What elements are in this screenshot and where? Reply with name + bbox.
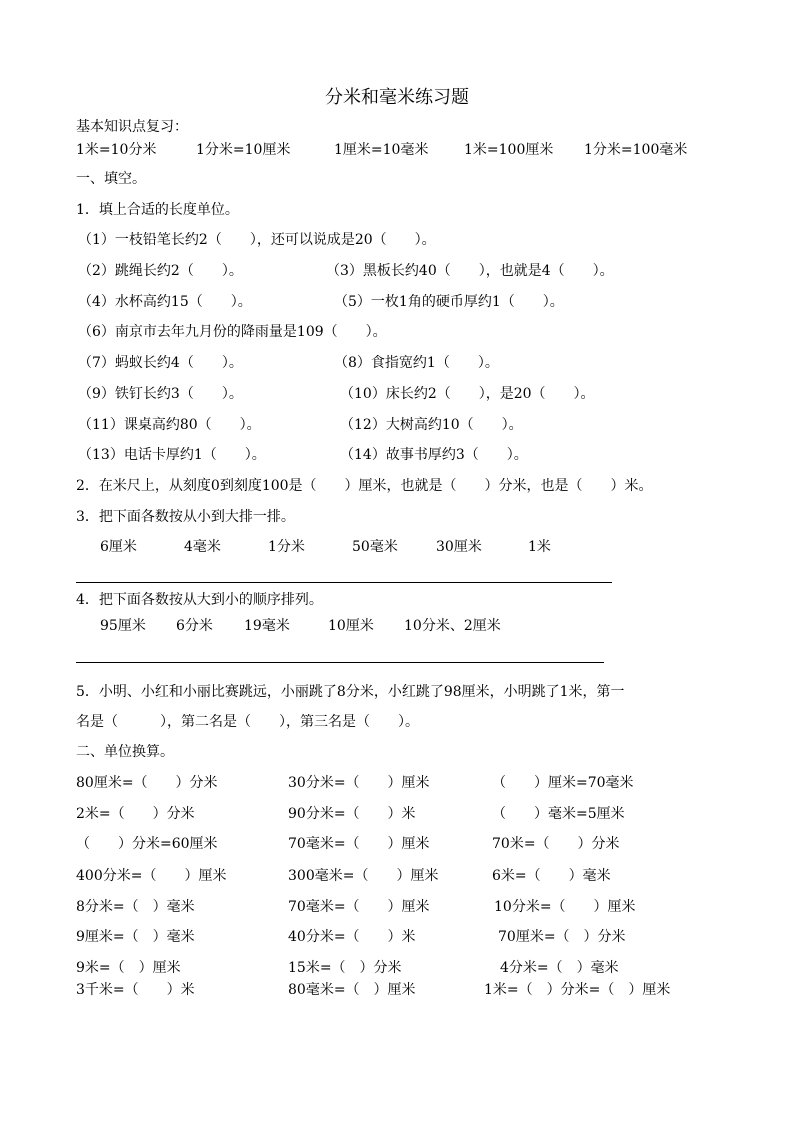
conversion-item: 8分米=（ ）毫米: [76, 899, 195, 915]
q1-item-10: （10）床长约2（ ），是20（ ）。: [340, 386, 595, 402]
q4-value: 19毫米: [244, 618, 290, 634]
review-heading: 基本知识点复习：: [76, 119, 188, 135]
q1-item-12: （12）大树高约10（ ）。: [340, 417, 523, 433]
conversion-item: 80厘米=（ ）分米: [76, 775, 218, 791]
conversion-item: 90分米=（ ）米: [288, 806, 416, 822]
conversion-item: 400分米=（ ）厘米: [76, 868, 227, 884]
q3-value: 30厘米: [436, 539, 482, 555]
q4-value: 10厘米: [328, 618, 374, 634]
fact-2: 1分米=10厘米: [196, 142, 291, 158]
q4-answer-line[interactable]: [76, 662, 604, 663]
q4-value: 6分米: [176, 618, 213, 634]
q1-item-7: （7）蚂蚁长约4（ ）。: [78, 355, 243, 371]
conversion-item: 10分米=（ ）厘米: [494, 899, 636, 915]
q1-item-5: （5）一枚1角的硬币厚约1（ ）。: [334, 294, 564, 310]
fact-4: 1米=100厘米: [464, 142, 554, 158]
conversion-item: 40分米=（ ）米: [288, 929, 416, 945]
q4-value: 10分米、2厘米: [404, 618, 501, 634]
worksheet-title: 分米和毫米练习题: [325, 87, 469, 108]
q4-prompt: 4．把下面各数按从大到小的顺序排列。: [76, 592, 323, 608]
section1-heading: 一、填空。: [76, 171, 146, 187]
conversion-item: 70米=（ ）分米: [492, 836, 620, 852]
conversion-item: （ ）分米=60厘米: [76, 836, 218, 852]
q3-answer-line[interactable]: [76, 582, 612, 583]
q1-item-3: （3）黑板长约40（ ），也就是4（ ）。: [326, 263, 614, 279]
q5-line-2: 名是（ ），第二名是（ ），第三名是（ ）。: [76, 714, 419, 730]
conversion-item: 70厘米=（ ）分米: [498, 929, 626, 945]
conversion-item: 15米=（ ）分米: [288, 960, 402, 976]
section2-heading: 二、单位换算。: [76, 744, 174, 760]
conversion-item: 2米=（ ）分米: [76, 806, 195, 822]
conversion-item: 70毫米=（ ）厘米: [288, 899, 430, 915]
conversion-item: （ ）厘米=70毫米: [492, 775, 634, 791]
conversion-item: 30分米=（ ）厘米: [288, 775, 430, 791]
conversion-item: 4分米=（ ）毫米: [500, 960, 619, 976]
conversion-item: 3千米=（ ）米: [76, 982, 195, 998]
q3-value: 1米: [528, 539, 551, 555]
q1-item-1: （1）一枝铅笔长约2（ ），还可以说成是20（ ）。: [78, 232, 436, 248]
q4-value: 95厘米: [100, 618, 146, 634]
q1-item-2: （2）跳绳长约2（ ）。: [78, 263, 243, 279]
conversion-item: 9米=（ ）厘米: [76, 960, 181, 976]
q1-item-14: （14）故事书厚约3（ ）。: [340, 447, 528, 463]
q1-item-9: （9）铁钉长约3（ ）。: [78, 386, 243, 402]
q1-prompt: 1．填上合适的长度单位。: [76, 202, 239, 218]
q1-item-4: （4）水杯高约15（ ）。: [78, 294, 252, 310]
fact-1: 1米=10分米: [76, 142, 157, 158]
q2-text: 2．在米尺上，从刻度0到刻度100是（ ）厘米，也就是（ ）分米，也是（ ）米。: [76, 478, 653, 494]
fact-5: 1分米=100毫米: [584, 142, 688, 158]
q1-item-8: （8）食指宽约1（ ）。: [334, 355, 499, 371]
fact-3: 1厘米=10毫米: [334, 142, 429, 158]
q3-value: 50毫米: [352, 539, 398, 555]
q1-item-11: （11）课桌高约80（ ）。: [78, 417, 261, 433]
q3-value: 6厘米: [100, 539, 137, 555]
q3-value: 1分米: [268, 539, 305, 555]
q3-value: 4毫米: [184, 539, 221, 555]
conversion-item: 300毫米=（ ）厘米: [288, 868, 439, 884]
conversion-item: 9厘米=（ ）毫米: [76, 929, 195, 945]
q1-item-6: （6）南京市去年九月份的降雨量是109（ ）。: [78, 324, 387, 340]
conversion-item: （ ）毫米=5厘米: [492, 806, 625, 822]
q5-line-1: 5．小明、小红和小丽比赛跳远，小丽跳了8分米，小红跳了98厘米，小明跳了1米，第一: [76, 684, 625, 700]
conversion-item: 70毫米=（ ）厘米: [288, 836, 430, 852]
conversion-item: 80毫米=（ ）厘米: [288, 982, 416, 998]
q3-prompt: 3．把下面各数按从小到大排一排。: [76, 509, 295, 525]
conversion-item: 1米=（ ）分米=（ ）厘米: [484, 982, 671, 998]
q1-item-13: （13）电话卡厚约1（ ）。: [78, 447, 266, 463]
conversion-item: 6米=（ ）毫米: [492, 868, 611, 884]
